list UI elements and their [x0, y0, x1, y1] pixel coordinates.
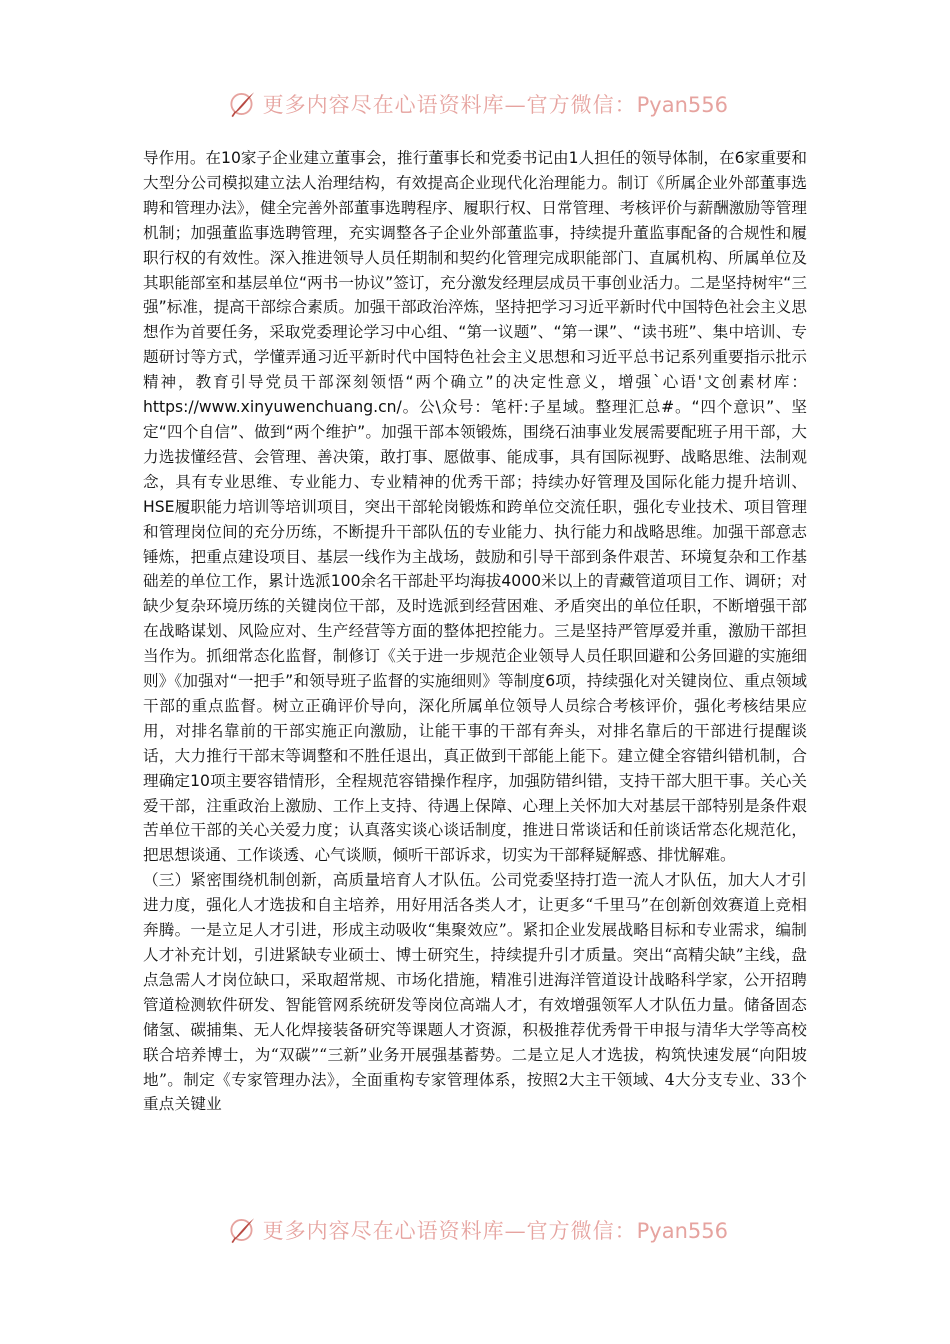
feather-logo-icon	[228, 1213, 257, 1247]
feather-logo-icon	[228, 87, 257, 121]
body-paragraph-section-3: （三）紧密围绕机制创新，高质量培育人才队伍。公司党委坚持打造一流人才队伍，加大人才引进力度，强化人才选拔和自主培养，用好用活各类人才，让更多“千里马”在创新创效赛道上竞相奔腾。一是立足人才引进，形成主动吸收“集聚效应”。紧扣企业发展战略目标和专业需求，编制人才补充计划，引进紧缺专业硕士、博士研究生，持续提升引才质量。突出“高精尖缺”主线，盘点急需人才岗位缺口，采取超常规、市场化措施，精准引进海洋管道设计战略科学家，公开招聘管道检测软件研发、智能管网系统研发等岗位高端人才，有效增强领军人才队伍力量。储备固态储氢、碳捕集、无人化焊接装备研究等课题人才资源，积极推荐优秀骨干申报与清华大学等高校联合培养博士，为“双碳”“三新”业务开展强基蓄势。二是立足人才选拔，构筑快速发展“向阳坡地”。制定《专家管理办法》，全面重构专家管理体系，按照2大主干领域、4大分支专业、33个重点关键业	[143, 871, 807, 1114]
header-watermark-banner	[228, 84, 728, 124]
banner-text: 更多内容尽在心语资料库—官方微信：Pyan556	[262, 1219, 728, 1243]
document-body	[143, 146, 807, 1117]
wechat-id: Pyan556	[636, 93, 728, 117]
footer-watermark-banner	[228, 1210, 728, 1250]
wechat-id: Pyan556	[636, 1219, 728, 1243]
banner-text: 更多内容尽在心语资料库—官方微信：Pyan556	[262, 93, 728, 117]
body-paragraph: 导作用。在10家子企业建立董事会，推行董事长和党委书记由1人担任的领导体制，在6家重要和大型分公司模拟建立法人治理结构，有效提高企业现代化治理能力。制订《所属企业外部董事选聘和管理办法》，健全完善外部董事选聘程序、履职行权、日常管理、考核评价与薪酬激励等管理机制；加强董监事选聘管理，充实调整各子企业外部董监事，持续提升董监事配备的合规性和履职行权的有效性。深入推进领导人员任期制和契约化管理完成职能部门、直属机构、所属单位及其职能部室和基层单位“两书一协议”签订，充分激发经理层成员干事创业活力。二是坚持树牢“三强”标准，提高干部综合素质。加强干部政治淬炼，坚持把学习习近平新时代中国特色社会主义思想作为首要任务，采取党委理论学习中心组、“第一议题”、“第一课”、“读书班”、集中培训、专题研讨等方式，学懂弄通习近平新时代中国特色社会主义思想和习近平总书记系列重要指示批示精神，教育引导党员干部深刻领悟“两个确立”的决定性意义，增强`心语'文创素材库：https://www.xinyuwenchuang.cn/。公\众号：笔杆:子星域。整理汇总#。“四个意识”、坚定“四个自信”、做到“两个维护”。加强干部本领锻炼，围绕石油事业发展需要配班子用干部，大力选拔懂经营、会管理、善决策，敢打事、愿做事、能成事，具有国际视野、战略思维、法制观念，具有专业思维、专业能力、专业精神的优秀干部；持续办好管理及国际化能力提升培训、HSE履职能力培训等培训项目，突出干部轮岗锻炼和跨单位交流任职，强化专业技术、项目管理和管理岗位间的充分历练，不断提升干部队伍的专业能力、执行能力和战略思维。加强干部意志锤炼，把重点建设项目、基层一线作为主战场，鼓励和引导干部到条件艰苦、环境复杂和工作基础差的单位工作，累计选派100余名干部赴平均海拔4000米以上的青藏管道项目工作、调研；对缺少复杂环境历练的关键岗位干部，及时选派到经营困难、矛盾突出的单位任职，不断增强干部在战略谋划、风险应对、生产经营等方面的整体把控能力。三是坚持严管厚爱并重，激励干部担当作为。抓细常态化监督，制修订《关于进一步规范企业领导人员任职回避和公务回避的实施细则》《加强对“一把手”和领导班子监督的实施细则》等制度6项，持续强化对关键岗位、重点领域干部的重点监督。树立正确评价导向，深化所属单位领导人员综合考核评价，强化考核结果应用，对排名靠前的干部实施正向激励，让能干事的干部有奔头，对排名靠后的干部进行提醒谈话，大力推行干部末等调整和不胜任退出，真正做到干部能上能下。建立健全容错纠错机制，合理确定10项主要容错情形，全程规范容错操作程序，加强防错纠错，支持干部大胆干事。关心关爱干部，注重政治上激励、工作上支持、待遇上保障、心理上关怀加大对基层干部特别是条件艰苦单位干部的关心关爱力度；认真落实谈心谈话制度，推进日常谈话和任前谈话常态化规范化，把思想谈通、工作谈透、心气谈顺，倾听干部诉求，切实为干部释疑解惑、排忧解难。	[143, 149, 807, 865]
